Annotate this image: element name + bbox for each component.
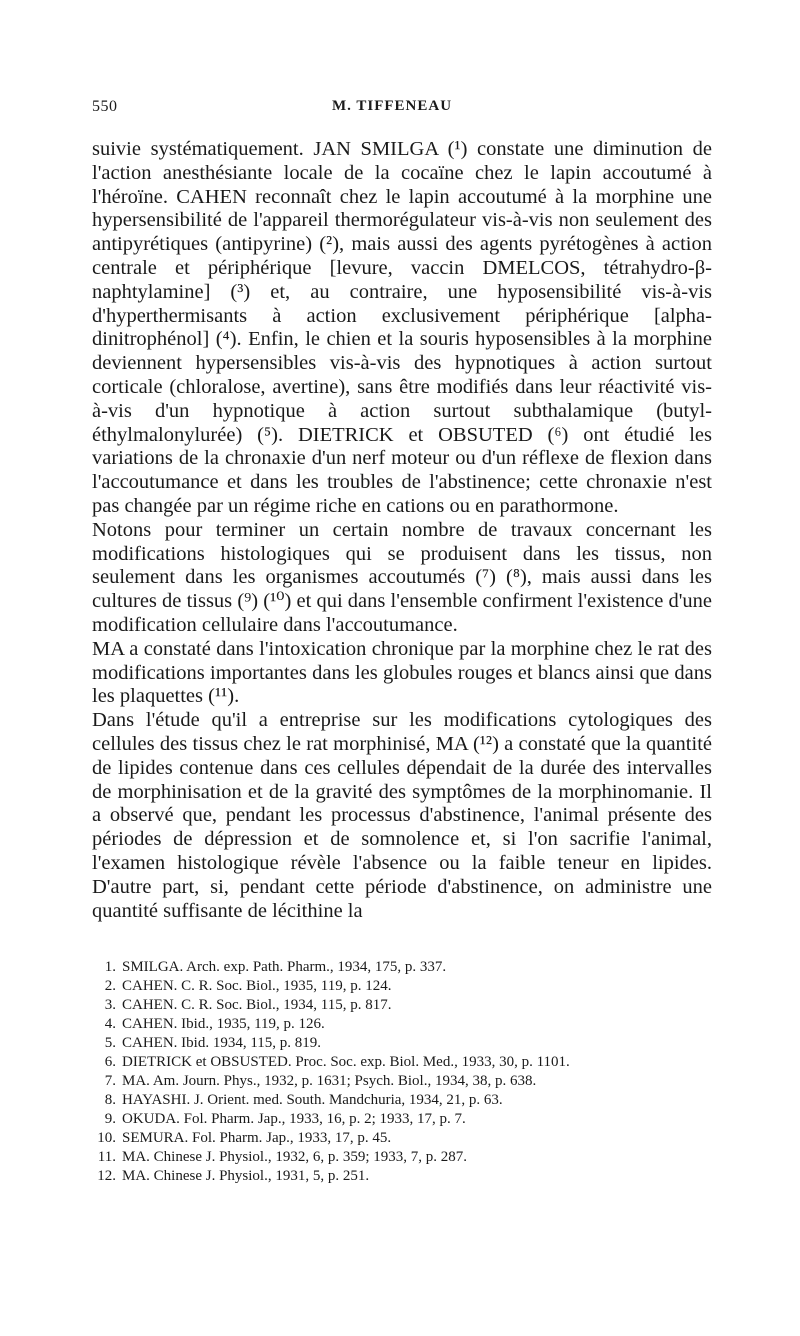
footnote-number: 1.: [104, 959, 116, 975]
footnote-text: SMILGA. Arch. exp. Path. Pharm., 1934, 175, p. 337.: [122, 959, 447, 975]
running-head: [92, 98, 712, 122]
footnote: [92, 977, 712, 996]
paragraph: Dans l'étude qu'il a entreprise sur les modifications cytologiques des cellules des tissus chez le rat morphinisé, MA (¹²) a constaté que la quantité de lipides contenue dans ces cellules dépendait de la durée des intervalles de morphinisation et de la gravité des symptômes de la morphinomanie. Il a observé que, pendant les processus d'abstinence, l'animal présente des périodes de dépression et de somnolence et, si l'on sacrifie l'animal, l'examen histologique révèle l'absence ou la faible teneur en lipides. D'autre part, si, pendant cette période d'abstinence, on administre une quantité suffisante de lécithine la: [92, 709, 712, 922]
running-head-title: M. TIFFENEAU: [332, 98, 453, 114]
footnote: [92, 1167, 712, 1186]
footnote: [92, 1072, 712, 1091]
footnote: [92, 996, 712, 1015]
footnote-number: 12.: [97, 1168, 116, 1184]
footnote: [92, 958, 712, 977]
footnote-number: 2.: [104, 978, 116, 994]
footnote: [92, 1034, 712, 1053]
paragraph: suivie systématiquement. JAN SMILGA (¹) constate une diminution de l'action anesthésiante locale de la cocaïne chez le lapin accoutumé à l'héroïne. CAHEN reconnaît chez le lapin accoutumé à la morphine une hypersensibilité de l'appareil thermorégulateur vis-à-vis non seulement des antipyrétiques (antipyrine) (²), mais aussi des agents pyrétogènes à action centrale et périphérique [levure, vaccin DMELCOS, tétrahydro-β-naphtylamine] (³) et, au contraire, une hyposensibilité vis-à-vis d'hyperthermisants à action exclusivement périphérique [alpha-dinitrophénol] (⁴). Enfin, le chien et la souris hyposensibles à la morphine deviennent hypersensibles vis-à-vis des hypnotiques à action surtout corticale (chloralose, avertine), sans être modifiés dans leur réactivité vis-à-vis d'un hypnotique à action surtout subthalamique (butyl-éthylmalonylurée) (⁵). DIETRICK et OBSUTED (⁶) ont étudié les variations de la chronaxie d'un nerf moteur ou d'un réflexe de flexion dans l'accoutumance et dans les troubles de l'abstinence; cette chronaxie n'est pas changée par un régime riche en cations ou en parathormone.: [92, 138, 712, 517]
footnote-number: 10.: [97, 1130, 116, 1146]
footnote-number: 5.: [104, 1035, 116, 1051]
footnote: [92, 1091, 712, 1110]
footnote-text: MA. Chinese J. Physiol., 1932, 6, p. 359; 1933, 7, p. 287.: [122, 1149, 468, 1165]
footnote-text: CAHEN. Ibid., 1935, 119, p. 126.: [122, 1016, 325, 1032]
footnote-number: 3.: [104, 997, 116, 1013]
footnote-text: SEMURA. Fol. Pharm. Jap., 1933, 17, p. 45.: [122, 1130, 392, 1146]
footnote-number: 8.: [104, 1092, 116, 1108]
footnote-number: 11.: [97, 1149, 116, 1165]
footnote: [92, 1053, 712, 1072]
body-text: [92, 138, 712, 923]
page-number: 550: [92, 98, 118, 115]
footnote-number: 4.: [104, 1016, 116, 1032]
footnote-text: HAYASHI. J. Orient. med. South. Mandchuria, 1934, 21, p. 63.: [122, 1092, 503, 1108]
footnote-text: OKUDA. Fol. Pharm. Jap., 1933, 16, p. 2; 1933, 17, p. 7.: [122, 1111, 466, 1127]
footnote-text: CAHEN. C. R. Soc. Biol., 1934, 115, p. 817.: [122, 997, 392, 1013]
footnote-number: 9.: [104, 1111, 116, 1127]
footnote: [92, 1129, 712, 1148]
footnote-text: MA. Am. Journ. Phys., 1932, p. 1631; Psych. Biol., 1934, 38, p. 638.: [122, 1073, 537, 1089]
footnote-text: CAHEN. Ibid. 1934, 115, p. 819.: [122, 1035, 322, 1051]
footnotes-list: [92, 958, 712, 1186]
footnote: [92, 1148, 712, 1167]
footnote-number: 6.: [104, 1054, 116, 1070]
footnote-text: DIETRICK et OBSUSTED. Proc. Soc. exp. Biol. Med., 1933, 30, p. 1101.: [122, 1054, 570, 1070]
footnote-text: CAHEN. C. R. Soc. Biol., 1935, 119, p. 124.: [122, 978, 392, 994]
footnote-text: MA. Chinese J. Physiol., 1931, 5, p. 251.: [122, 1168, 370, 1184]
paragraph: MA a constaté dans l'intoxication chronique par la morphine chez le rat des modifications importantes dans les globules rouges et blancs ainsi que dans les plaquettes (¹¹).: [92, 637, 712, 708]
footnote: [92, 1110, 712, 1129]
footnote-number: 7.: [104, 1073, 116, 1089]
footnote: [92, 1015, 712, 1034]
paragraph: Notons pour terminer un certain nombre de travaux concernant les modifications histologiques qui se produisent dans les tissus, non seulement dans les organismes accoutumés (⁷) (⁸), mais aussi dans les cultures de tissus (⁹) (¹⁰) et qui dans l'ensemble confirment l'existence d'une modification cellulaire dans l'accoutumance.: [92, 518, 712, 636]
